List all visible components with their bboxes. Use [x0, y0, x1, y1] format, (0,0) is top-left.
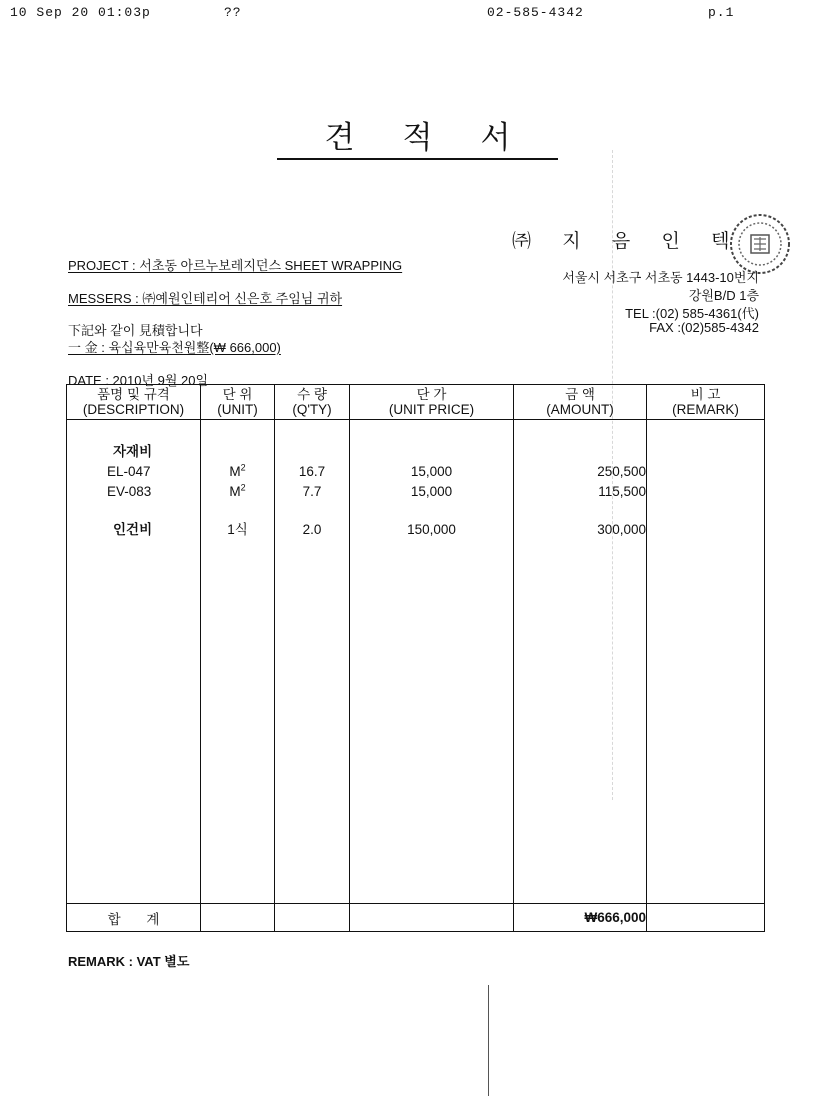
messers-line: MESSERS : ㈜예원인테리어 신은호 주임님 귀하	[68, 291, 343, 306]
item-unit-price: 15,000	[410, 464, 453, 479]
header-unit-price: 단 가 (UNIT PRICE)	[350, 385, 514, 420]
item-amount: 300,000	[597, 522, 646, 537]
remark-note: REMARK : VAT 별도	[68, 954, 190, 969]
total-row	[67, 904, 765, 932]
total-label: 합 계	[67, 904, 201, 932]
fax-marks: ??	[224, 5, 242, 20]
document-title: 견적서	[0, 112, 835, 157]
company-address: 서울시 서초구 서초동 1443-10번지	[562, 270, 759, 285]
item-qty: 2.0	[302, 522, 322, 537]
item-qty: 7.7	[302, 484, 322, 499]
fax-page-number: p.1	[708, 5, 735, 20]
unit-price-column	[350, 420, 514, 904]
scan-artifact-line	[488, 985, 489, 1096]
intro-line: 下記와 같이 見積합니다	[68, 323, 203, 338]
header-unit: 단 위 (UNIT)	[201, 385, 275, 420]
company-name: ㈜ 지 음 인 텍	[512, 231, 730, 252]
item-unit-price: 15,000	[410, 484, 453, 499]
unit-column	[201, 420, 275, 904]
header-amount: 금 액 (AMOUNT)	[514, 385, 647, 420]
item-amount: 115,500	[598, 484, 646, 499]
section-labor: 인건비	[113, 522, 153, 537]
table-body	[67, 420, 765, 904]
remark-column	[647, 420, 765, 904]
total-amount-words: 一 金 : 육십육만육천원整(₩ 666,000)	[68, 340, 281, 355]
item-description: EV-083	[107, 484, 152, 499]
item-unit: $M^2$	[229, 482, 246, 499]
quote-date: DATE : 2010년 9월 20일	[68, 373, 209, 388]
item-description: EL-047	[107, 464, 151, 479]
header-description: 품명 및 규격 (DESCRIPTION)	[67, 385, 201, 420]
quotation-table	[66, 384, 765, 932]
fax-timestamp: 10 Sep 20 01:03p	[10, 5, 151, 20]
company-tel: TEL :(02) 585-4361(代)	[625, 306, 759, 321]
table-header-row	[67, 385, 765, 420]
description-column	[67, 420, 201, 904]
header-remark: 비 고 (REMARK)	[647, 385, 765, 420]
total-amount: ₩666,000	[514, 904, 647, 932]
item-unit: $M^2$	[229, 462, 246, 479]
project-line: PROJECT : 서초동 아르누보레지던스 SHEET WRAPPING	[68, 258, 403, 273]
item-unit: 1식	[227, 522, 248, 537]
amount-column	[514, 420, 647, 904]
section-materials: 자재비	[113, 444, 153, 459]
qty-column	[275, 420, 350, 904]
item-unit-price: 150,000	[407, 522, 456, 537]
item-amount: 250,500	[597, 464, 646, 479]
item-qty: 16.7	[298, 464, 326, 479]
header-qty: 수 량 (Q'TY)	[275, 385, 350, 420]
company-fax: FAX :(02)585-4342	[649, 320, 759, 335]
company-building: 강원B/D 1층	[688, 288, 759, 303]
fax-phone: 02-585-4342	[487, 5, 584, 20]
